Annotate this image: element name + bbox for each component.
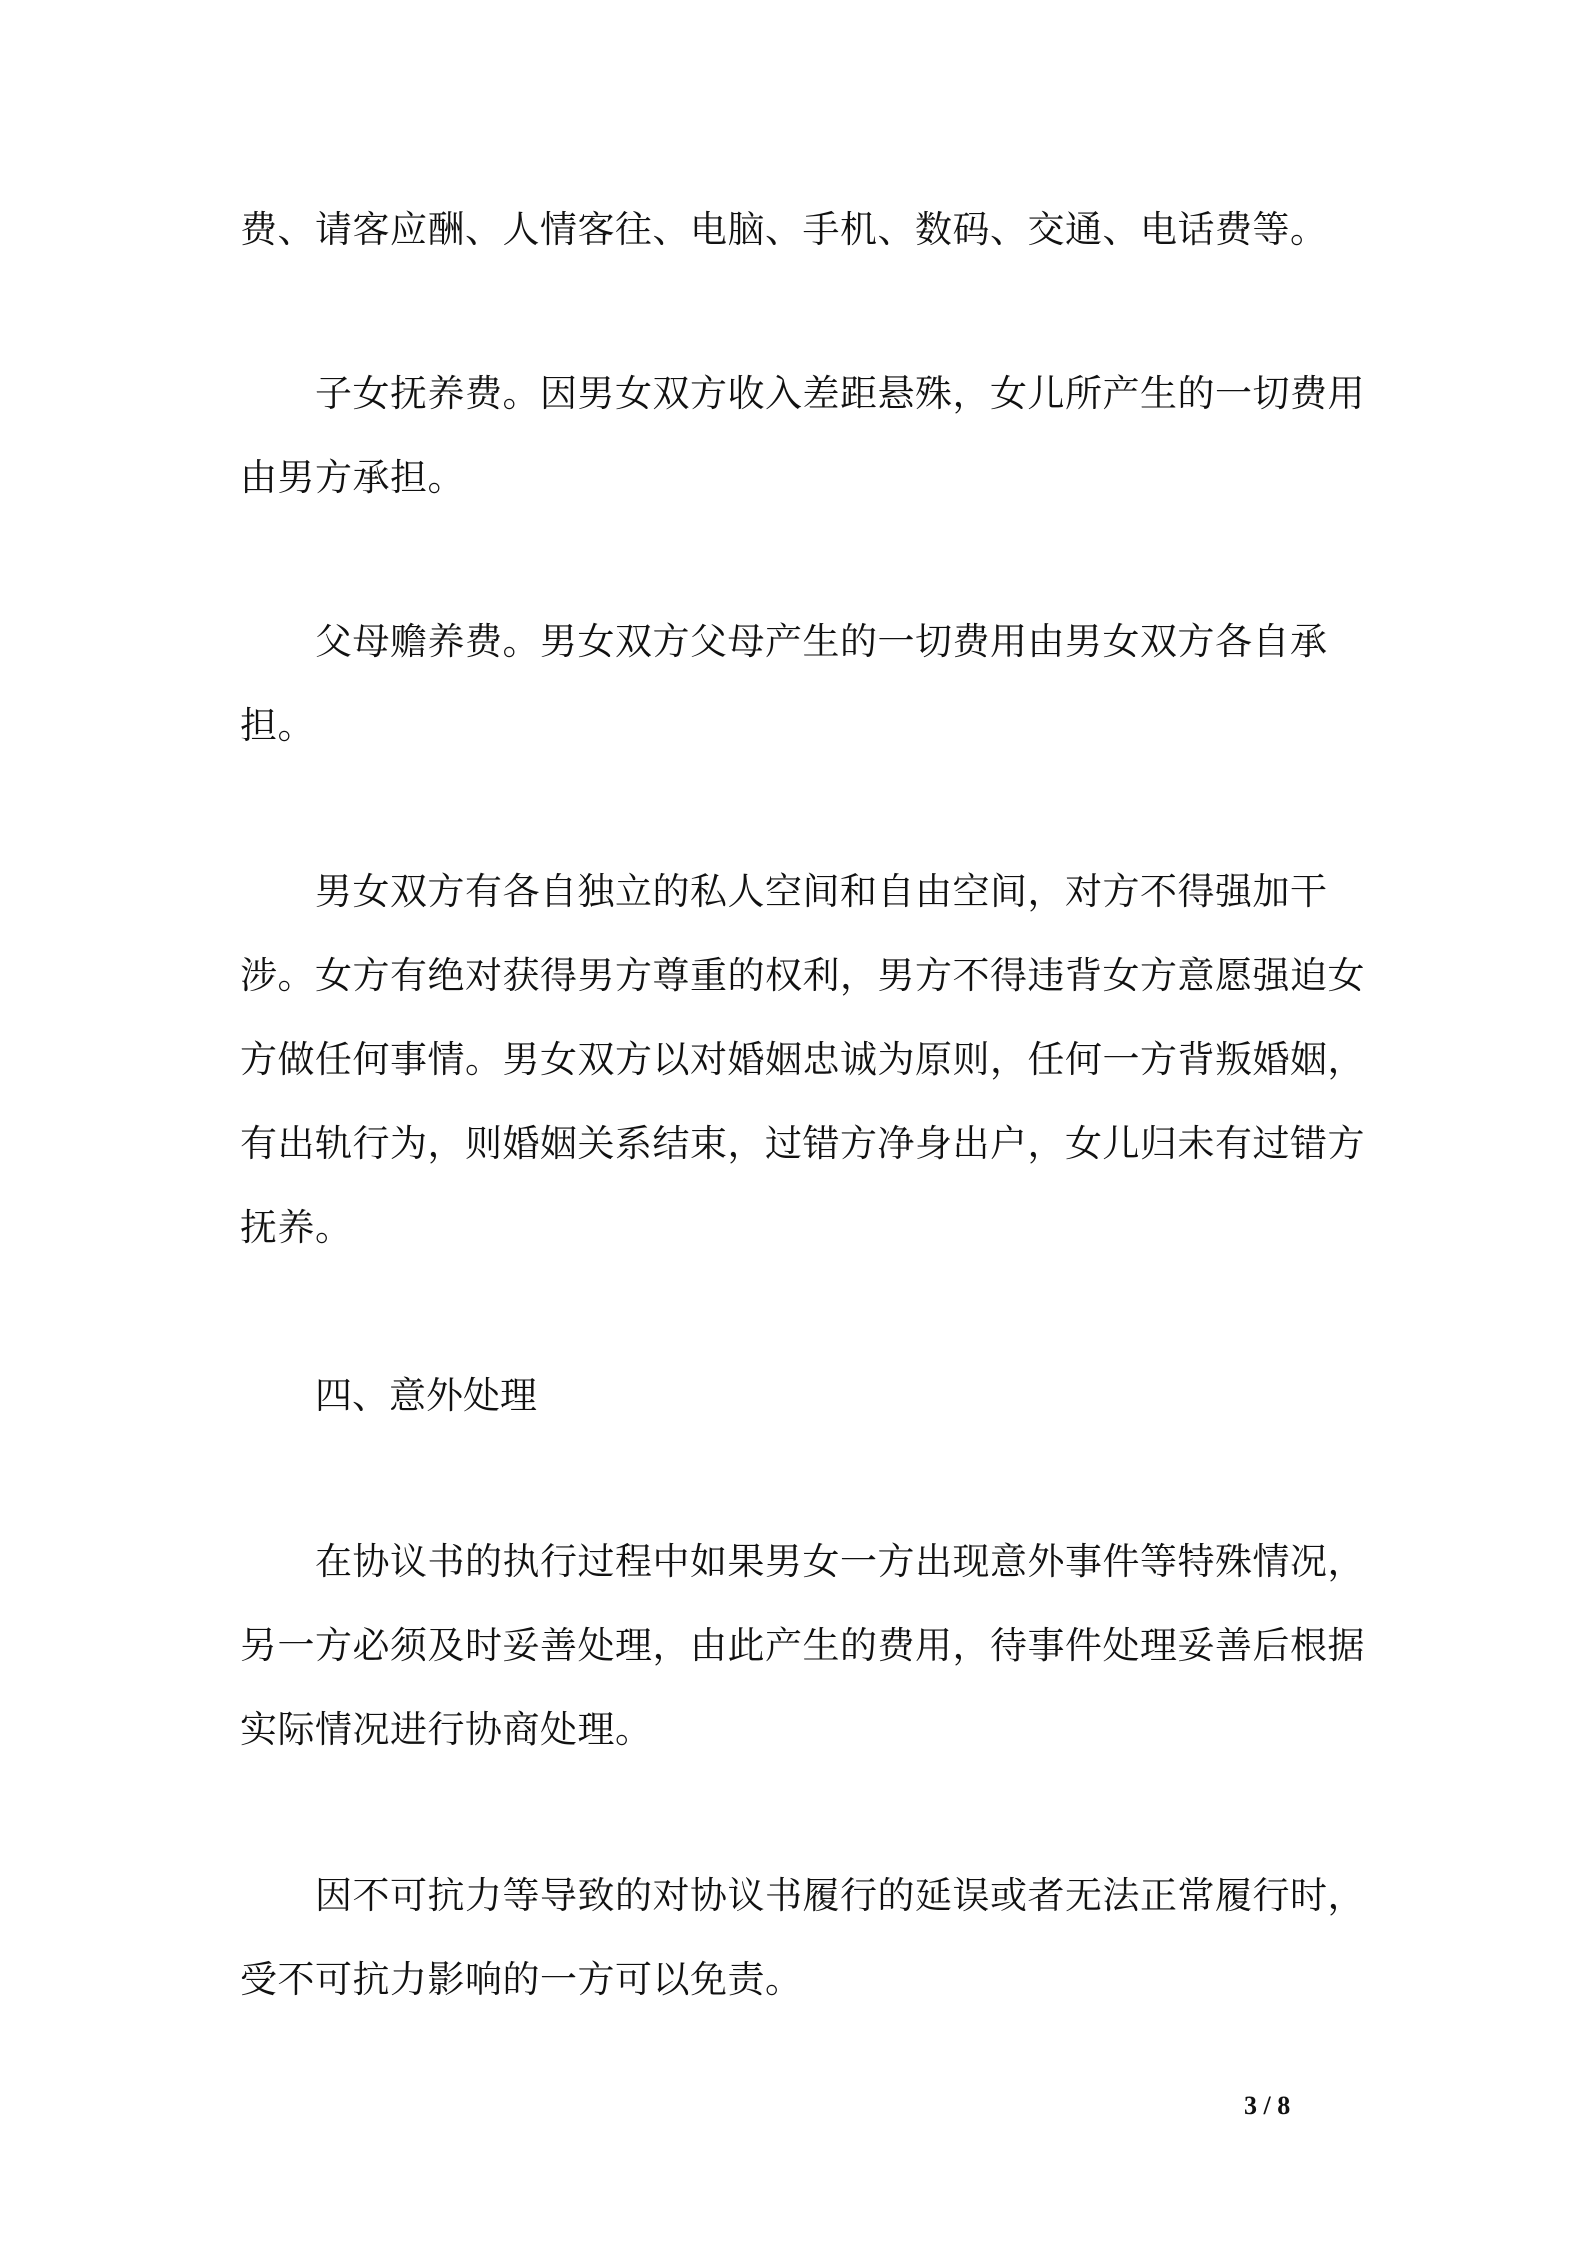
- paragraph-expenses-continued: 费、请客应酬、人情客往、电脑、手机、数码、交通、电话费等。: [240, 208, 1328, 251]
- paragraph-child-support: 子女抚养费。因男女双方收入差距悬殊，女儿所产生的一切费用由男方承担。: [240, 372, 1365, 499]
- page-number: 3 / 8: [1244, 2091, 1291, 2120]
- paragraph-accident-handling: 在协议书的执行过程中如果男女一方出现意外事件等特殊情况，另一方必须及时妥善处理，由此产生的费用，待事件处理妥善后根据实际情况进行协商处理。: [240, 1540, 1365, 1751]
- paragraph-personal-space: 男女双方有各自独立的私人空间和自由空间，对方不得强加干涉。女方有绝对获得男方尊重的权利，男方不得违背女方意愿强迫女方做任何事情。男女双方以对婚姻忠诚为原则，任何一方背叛婚姻，有出轨行为，则婚姻关系结束，过错方净身出户，女儿归未有过错方抚养。: [240, 870, 1365, 1249]
- paragraph-parent-support: 父母赡养费。男女双方父母产生的一切费用由男女双方各自承担。: [240, 620, 1328, 747]
- section-heading-accident-handling: 四、意外处理: [315, 1374, 537, 1417]
- paragraph-force-majeure: 因不可抗力等导致的对协议书履行的延误或者无法正常履行时，受不可抗力影响的一方可以免责。: [240, 1874, 1365, 2001]
